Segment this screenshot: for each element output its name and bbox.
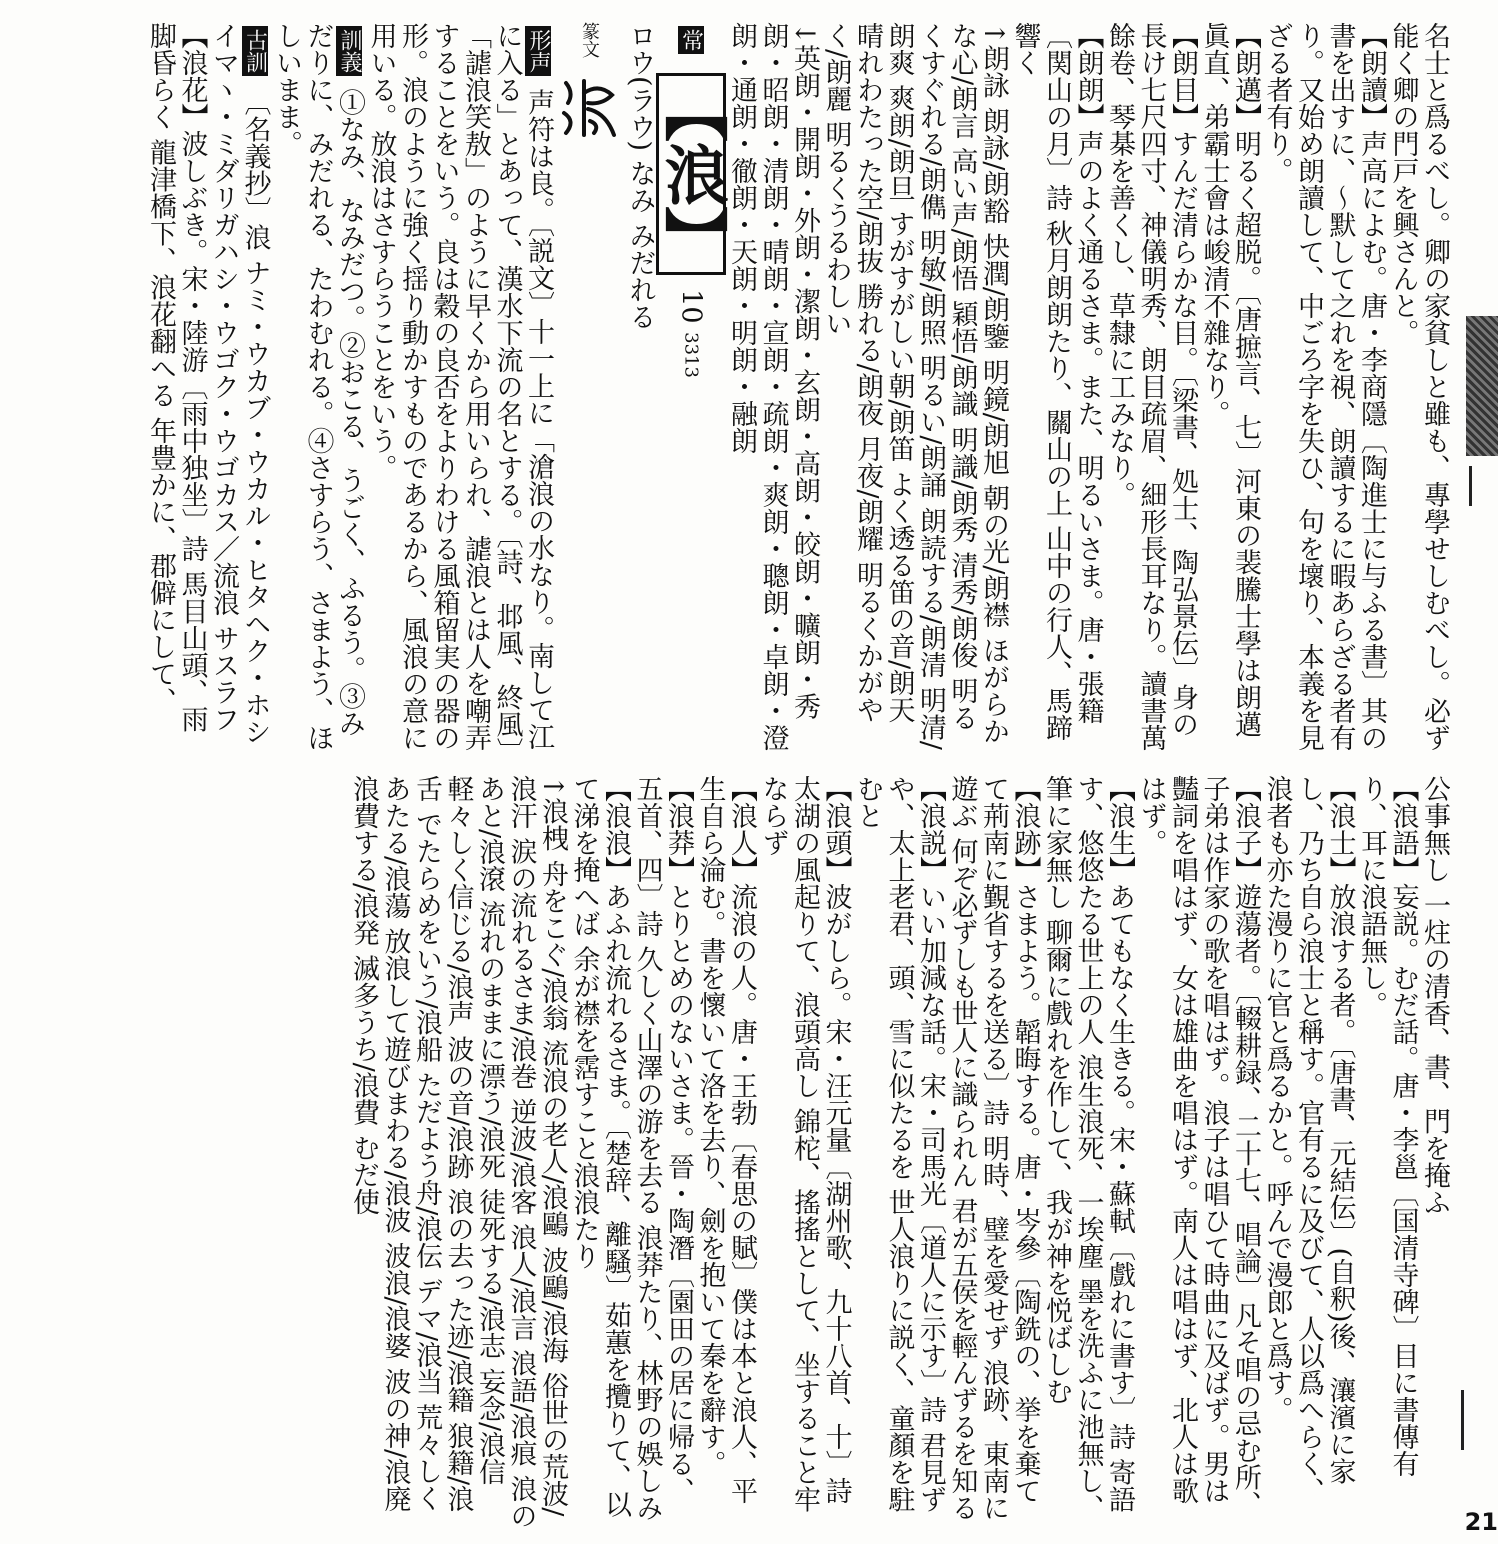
text-line: 【浪士】放浪する者。〔唐書、元結伝〕(自釈)後、瀼濱に家し、乃ち自ら浪士と稱す。官有るに及びて、人以爲へらく、浪者も亦た漫りに官と爲るかと。呼んで漫郎と爲す。 xyxy=(1261,775,1356,1504)
stroke-count: 10 xyxy=(675,289,707,324)
text-line: 【浪跡】さまよう。韜晦する。唐・岑參〔陶銑の、挙を棄てて荊南に覲省するを送る〕詩 明時、璧を愛せず 浪跡、東南に遊ぶ 何ぞ必ずしも世人に識られん 君が五侯を輕んずるを知る xyxy=(946,775,1041,1522)
text-line: 【朗朗】声のよく通るさま。また、明るいさま。唐・張籍〔関山の月〕詩 秋月朗朗たり、關山の上 山中の行人、馬蹄響く xyxy=(1009,22,1104,742)
text-line: 【浪花】波しぶき。宋・陸游〔雨中独坐〕詩 馬目山頭、雨脚昏らく 龍津橋下、浪花翻へる 年豊かに、郡僻にして、 xyxy=(145,22,208,733)
text-line: 【浪語】妄説。むだ話。唐・李邕〔国清寺碑〕目に書傳有り、耳に浪語無し。 xyxy=(1356,775,1419,1477)
reading-kun: なみ みだれる xyxy=(624,159,656,331)
text-line: ↑浪栧 舟をこぐ/浪翁 流浪の老人/浪鷗 波鷗/浪海 俗世の荒波/浪汗 涙の流れるさま/浪巻 逆波/浪客 浪人/浪言 浪語/浪痕 浪のあと/浪滾 流れのままに漂う/浪死 徒死する/浪志 妄念/浪信 軽々しく信じる/浪声 波の音/浪跡 浪の去った迹/浪籍 狼籍/浪舌 でたらめをいう/浪船 ただよう舟/浪伝 デマ/浪当 荒々しくあたる/浪蕩 放浪して遊びまわる/浪波 波浪/浪婆 波の神/浪廃 浪費する/浪発 滅多うち/浪費 むだ使 xyxy=(348,775,568,1530)
lower-text-block xyxy=(0,775,1450,1530)
text-line: 【浪人】流浪の人。唐・王勃〔春思の賦〕僕は本と浪人、平生自ら淪む。書を懷いて洛を去り、劍を抱いて秦を辭す。 xyxy=(694,775,757,1504)
text-line: 【浪説】いい加減な話。宋・司馬光〔道人に示す〕詩 君見ずや、太上老君、頭、雪に似たるを 世人浪りに説く、童顏を駐むと xyxy=(852,775,946,1513)
common-use-label: 常 xyxy=(678,26,704,54)
kanji-header xyxy=(653,22,729,752)
text-line: 【浪浪】あふれ流れるさま。〔楚辞、離騷〕茹蕙を攬りて、以て涕を掩へば 余が襟を霑すこと浪浪たり xyxy=(568,775,631,1518)
gloss-section xyxy=(271,22,366,752)
old-gloss-text: 〔名義抄〕浪 ナミ・ウカブ・ウカル・ヒタヘク・ホシイマヽ・ミダリガハシ・ウゴク・ウゴカス／流浪 サスラフ xyxy=(208,22,271,746)
side-margin-mark xyxy=(1469,466,1492,506)
form-text: 声符は良。〔説文〕十一上に「滄浪の水なり。南して江に入る」とあって、漢水下流の名とする。〔詩、邶風、終風〕「謔浪笑敖」のように早くから用いられ、謔浪とは人を嘲弄することをいう。良は穀の良否をよりわける風箱留実の器の形。浪のように強く揺り動かすものであるから、風浪の意に用いる。放浪はさすらうことをいう。 xyxy=(365,22,554,751)
reading-on: ロウ(ラウ) xyxy=(624,22,656,152)
form-label: 形声 xyxy=(525,26,551,76)
old-gloss-section xyxy=(208,22,271,752)
gloss-text: ①なみ、なみだつ。②おこる、うごく、ふるう。③みだりに、みだれる、たわむれる。④さすらう、さまよう、ほしいまま。 xyxy=(271,22,365,751)
text-line: 【浪莽】とりとめのないさま。晉・陶潛〔園田の居に帰る、五首、四〕詩 久しく山澤の游を去る 浪莽たり、林野の娛しみ xyxy=(631,775,694,1522)
kanji-code: 3313 xyxy=(680,332,702,378)
text-line: 公事無し 一炷の清香、書、門を掩ふ xyxy=(1419,775,1450,1216)
thumb-index-tab xyxy=(1466,316,1498,456)
headword-kanji: 【浪】 xyxy=(656,73,726,275)
text-line: 【浪生】あてもなく生きる。宋・蘇軾〔戲れに書す〕詩 寄語す、悠悠たる世上の人 浪生浪死、一埃塵 墨を洗ふに池無し、筆に家無し 聊爾に戲れを作して、我が神を悦ばしむ xyxy=(1041,775,1135,1522)
page-number: 21 xyxy=(1464,1508,1498,1536)
text-line: 【朗目】すんだ清らかな目。〔梁書、処士、陶弘景伝〕身の長け七尺四寸、神儀明秀、朗目疏眉、細形長耳なり。讀書萬餘卷、琴棊を善くし、草隸に工みなり。 xyxy=(1104,22,1198,751)
gloss-label: 訓義 xyxy=(336,26,362,76)
text-line: 【浪子】遊蕩者。〔輟耕録、二十七、唱論〕凡そ唱の忌む所、子弟は作家の歌を唱はず。浪子は唱ひて時曲に及ばず。男は豔詞を唱はず、女は雄曲を唱はず。南人は唱はず、北人は歌はず。 xyxy=(1135,775,1261,1518)
side-margin-mark-bottom xyxy=(1461,1390,1492,1450)
seal-label: 篆文 xyxy=(579,22,600,58)
text-line: 名士と爲るべし。卿の家貧しと雖も、專學せしむべし。必ず能く卿の門戸を興さんと。 xyxy=(1387,22,1450,751)
old-gloss-label: 古訓 xyxy=(242,26,268,76)
upper-text-block xyxy=(0,22,1450,752)
form-section xyxy=(365,22,554,752)
seal-script-glyph-icon xyxy=(554,73,624,143)
text-line: 【朗讀】声高によむ。唐・李商隱〔陶進士に与ふる書〕其の書を出すに、～默して之れを視、朗讀するに暇あらざる者有り。又始め朗讀して、中ごろ字を失ひ、句を壞り、本義を見ざる者有り。 xyxy=(1261,22,1387,751)
seal-script xyxy=(554,22,624,752)
readings xyxy=(624,22,656,752)
text-line: 【浪頭】波がしら。宋・汪元量〔湖州歌、九十八首、十〕詩 太湖の風起りて、浪頭高し 錦柁、搖搖として、坐すること牢ならず xyxy=(757,775,852,1513)
text-line: ↑朗詠 朗詠/朗豁 快潤/朗鑒 明鏡/朗旭 朝の光/朗襟 ほがらかな心/朗言 高い声/朗悟 穎悟/朗識 明識/朗秀 清秀/朗俊 明るくすぐれる/朗儁 明敏/朗照 明るい/朗誦 朗読する/朗清 明清/朗爽 爽朗/朗旦 すがすがしい朝/朗笛 よく透る笛の音/朗天 晴れわたった空/朗抜 勝れる/朗夜 月夜/朗耀 明るくかがやく/朗麗 明るくうるわしい xyxy=(820,22,1009,750)
text-line: ↓英朗・開朗・外朗・潔朗・玄朗・高朗・皎朗・曠朗・秀朗・昭朗・清朗・晴朗・宣朗・疏朗・爽朗・聰朗・卓朗・澄朗・通朗・徹朗・天朗・明朗・融朗 xyxy=(726,22,820,751)
text-line: 【朗邁】明るく超脱。〔唐摭言、七〕河東の裴騰士學は朗邁眞直、弟霸士會は峻清不雜なり。 xyxy=(1198,22,1261,738)
